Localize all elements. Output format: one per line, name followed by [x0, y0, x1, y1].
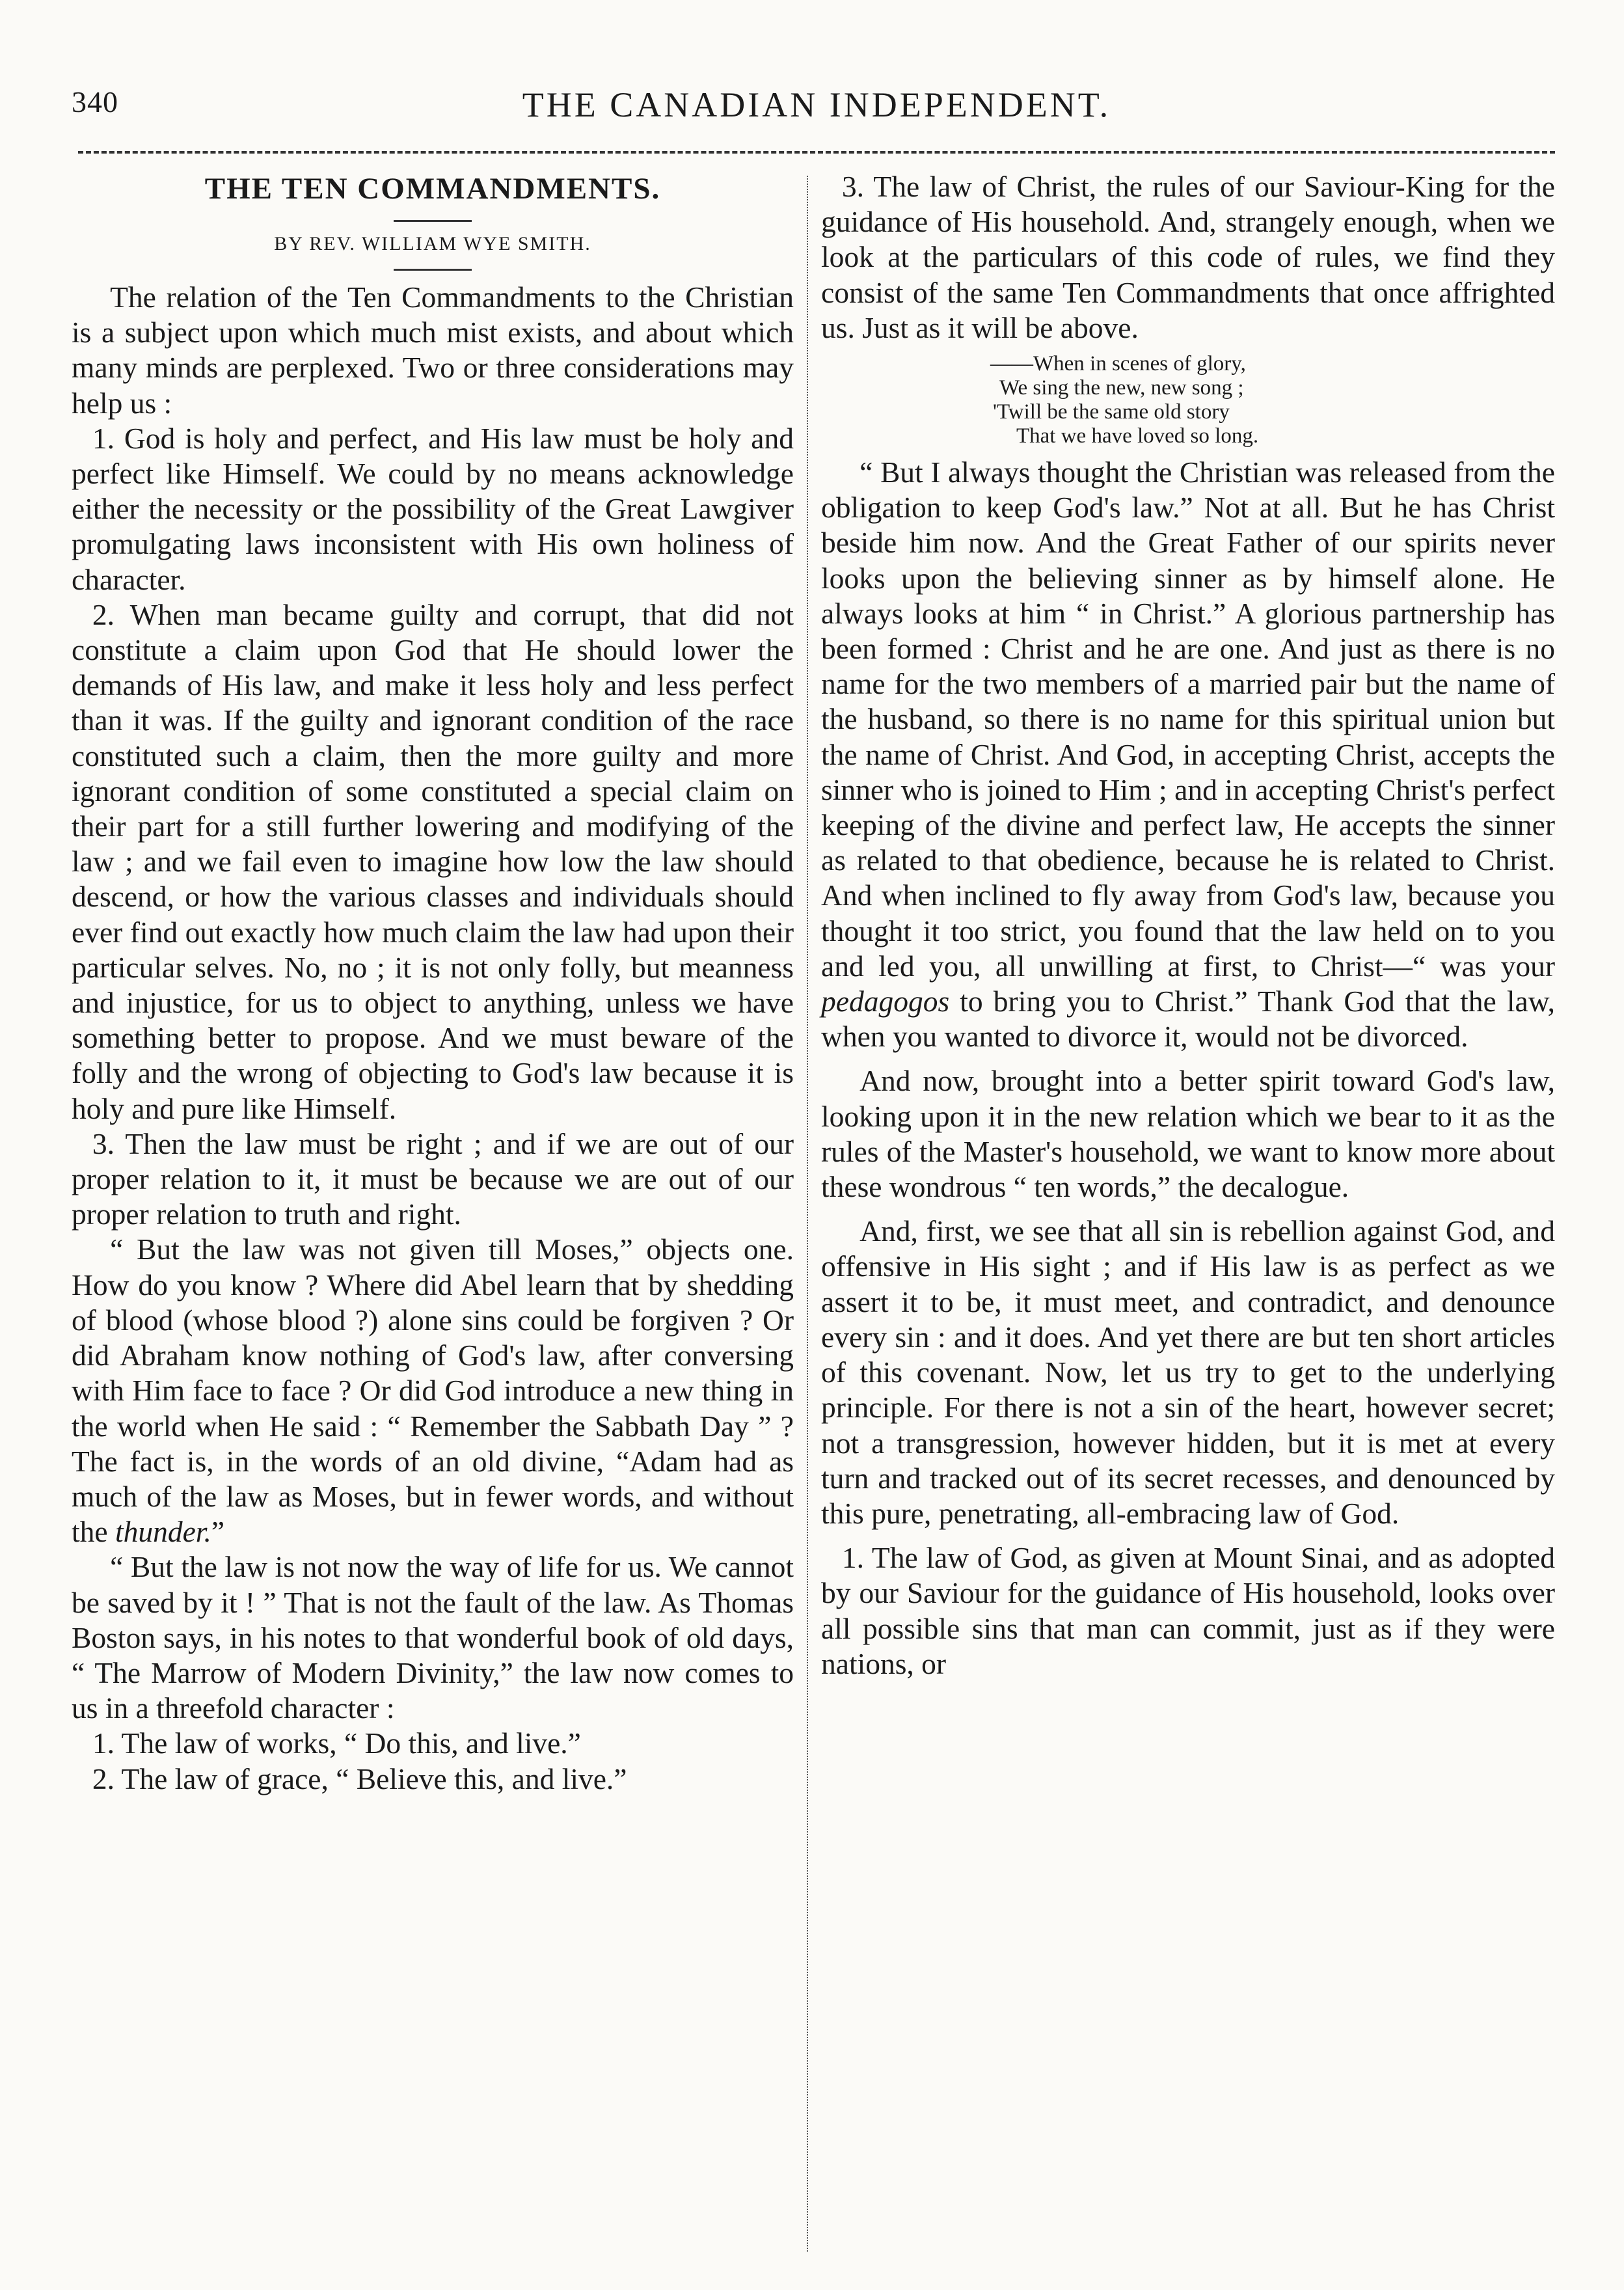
poem-quote — [990, 352, 1555, 448]
paragraph-text: “ But the law was not given till Moses,” objects one. How do you know ? Where did Abel learn that by shedding of blood (whose blood ?) alone sins could be forgiven ? Or did Abraham know nothing of God's law, after conversing with Him face to face ? Or did God introduce a new thing in the world when He said : “ Remember the Sabbath Day ” ? The fact is, in the words of an old divine, “Adam had as much of the law as Moses, but in fewer words, and without the — [72, 1233, 794, 1549]
paragraph: The relation of the Ten Commandments to the Christian is a subject upon which much mist exists, and about which many minds are perplexed. Two or three considerations may help us : — [72, 280, 794, 420]
poem-line: We sing the new, new song ; — [999, 376, 1244, 400]
paragraph — [821, 455, 1555, 1054]
poem-line: ——When in scenes of glory, — [990, 352, 1246, 376]
paragraph-text: ” — [211, 1515, 225, 1549]
page-number: 340 — [72, 85, 118, 118]
byline-rule — [394, 269, 472, 271]
paragraph: 3. Then the law must be right ; and if we are out of our proper relation to it, it must be because we are out of our proper relation to truth and right. — [72, 1126, 794, 1231]
article-title: THE TEN COMMANDMENTS. — [204, 172, 661, 206]
italic-word: pedagogos — [821, 985, 950, 1018]
right-column — [821, 169, 1555, 1682]
paragraph: 3. The law of Christ, the rules of our Saviour-King for the guidance of His household. And, strangely enough, when we look at the particulars of this code of rules, we find they consist of the same Ten Commandments that once affrighted us. Just as it will be above. — [821, 170, 1555, 344]
header-rule — [78, 151, 1555, 154]
paragraph — [72, 1232, 794, 1549]
paragraph: “ But the law is not now the way of life for us. We cannot be saved by it ! ” That is not the fault of the law. As Thomas Boston says, in his notes to that wonderful book of old days, “ The Marrow of Modern Divinity,” the law now comes to us in a threefold character : — [72, 1550, 794, 1725]
italic-word: thunder. — [115, 1515, 211, 1549]
paragraph: And now, brought into a better spirit toward God's law, looking upon it in the new relation which we bear to it as the rules of the Master's household, we want to know more about these wondrous “ ten words,” the decalogue. — [821, 1064, 1555, 1204]
paragraph: 2. When man became guilty and corrupt, that did not constitute a claim upon God that He should lower the demands of His law, and make it less holy and less perfect than it was. If the guilty and ignorant condition of the race constituted such a claim, then the more guilty and more ignorant condition of some constituted a special claim on their part for a still further lowering and modifying of the law ; and we fail even to imagine how low the law should descend, or how the various classes and individuals should ever find out exactly how much claim the law had upon their particular selves. No, no ; it is not only folly, but meanness and injustice, for us to object to anything, unless we have something better to propose. And we must beware of the folly and the wrong of objecting to God's law because it is holy and pure like Himself. — [72, 597, 794, 1125]
paragraph: 1. The law of God, as given at Mount Sinai, and as adopted by our Saviour for the guidance of His household, looks over all possible sins that man can commit, just as if they were nations, or — [821, 1541, 1555, 1680]
running-head: THE CANADIAN INDEPENDENT. — [522, 85, 1111, 124]
poem-line: That we have loved so long. — [1016, 424, 1259, 448]
column-separator — [807, 176, 808, 2252]
paragraph: 1. The law of works, “ Do this, and live.” — [92, 1726, 581, 1760]
paragraph: And, first, we see that all sin is rebellion against God, and offensive in His sight ; and if His law is as perfect as we assert it to be, it must meet, and contradict, and denounce every sin : and it does. And yet there are but ten short articles of this covenant. Now, let us try to get to the underlying principle. For there is not a sin of the heart, however secret; not a transgression, however hidden, but it is met at every turn and tracked out of its secret recesses, and denounced by this pure, penetrating, all-embracing law of God. — [821, 1214, 1555, 1530]
title-rule — [394, 220, 472, 222]
left-column — [72, 169, 794, 1797]
article-byline: BY REV. WILLIAM WYE SMITH. — [274, 233, 591, 254]
paragraph-text: to bring you to Christ.” Thank God that the law, when you wanted to divorce it, would not be divorced. — [821, 985, 1555, 1054]
poem-line: 'Twill be the same old story — [993, 400, 1230, 424]
paragraph: 1. God is holy and perfect, and His law must be holy and perfect like Himself. We could by no means acknowledge either the necessity or the possibility of the Great Lawgiver promulgating laws inconsistent with His own holiness of character. — [72, 421, 794, 596]
paragraph: 2. The law of grace, “ Believe this, and live.” — [92, 1762, 627, 1795]
paragraph-text: “ But I always thought the Christian was released from the obligation to keep God's law.” Not at all. But he has Christ beside him now. And the Great Father of our spirits never looks upon the believing sinner as by himself alone. He always looks at him “ in Christ.” A glorious partnership has been formed : Christ and he are one. And just as there is no name for the two members of a married pair but the name of the husband, so there is no name for this spiritual union but the name of Christ. And God, in accepting Christ, accepts the sinner who is joined to Him ; and in accepting Christ's perfect keeping of the divine and perfect law, He accepts the sinner as related to that obedience, because he is related to Christ. And when inclined to fly away from God's law, because you thought it too strict, you found that the law held on to you and led you, all unwilling at first, to Christ—“ was your — [821, 456, 1555, 983]
page-header — [72, 85, 1562, 137]
